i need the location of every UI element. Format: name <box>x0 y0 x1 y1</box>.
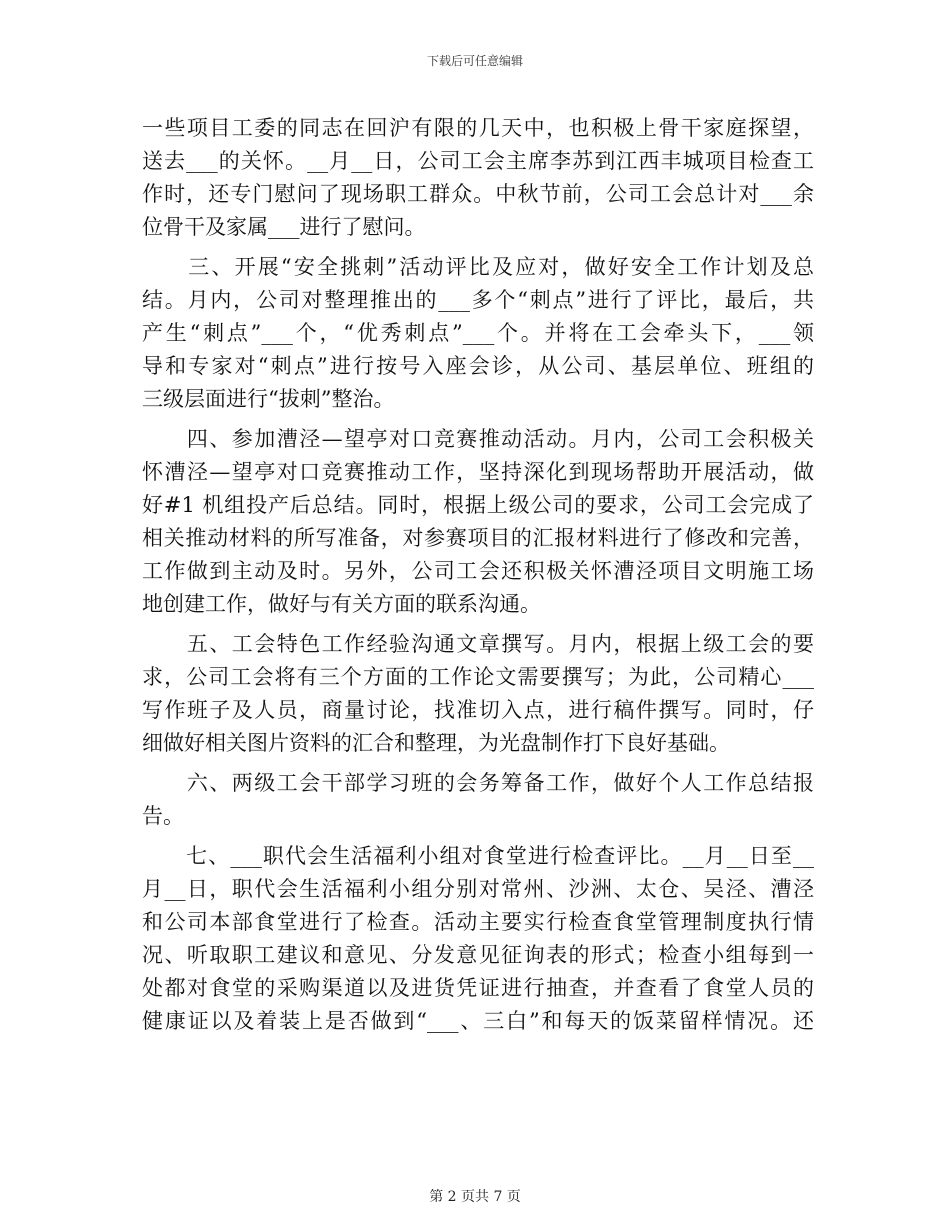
text-line: 导和专家对“刺点”进行按号入座会诊，从公司、基层单位、班组的 <box>142 354 814 378</box>
document-body <box>142 112 814 1038</box>
text-line: 求，公司工会将有三个方面的工作论文需要撰写；为此，公司精心___ <box>142 665 814 689</box>
text-line: 相关推动材料的所写准备，对参赛项目的汇报材料进行了修改和完善， <box>142 526 814 550</box>
page-header: 下载后可任意编辑 <box>426 54 523 68</box>
text-line: 月__日，职代会生活福利小组分别对常州、沙洲、太仓、吴泾、漕泾 <box>142 877 814 901</box>
text-line: 处都对食堂的采购渠道以及进货凭证进行抽查，并查看了食堂人员的 <box>142 976 814 1000</box>
paragraph <box>142 423 814 621</box>
text-line: 和公司本部食堂进行了检查。活动主要实行检查食堂管理制度执行情 <box>142 910 814 934</box>
text-line: 三、开展“安全挑刺”活动评比及应对，做好安全工作计划及总 <box>142 255 814 279</box>
text-line: 地创建工作，做好与有关方面的联系沟通。 <box>142 592 541 616</box>
paragraph <box>142 251 814 416</box>
text-line: 作时，还专门慰问了现场职工群众。中秋节前，公司工会总计对___余 <box>142 182 814 206</box>
text-line: 况、听取职工建议和意见、分发意见征询表的形式；检查小组每到一 <box>142 943 814 967</box>
page-footer: 第 2 页共 7 页 <box>429 1189 521 1205</box>
text-line: 七、___职代会生活福利小组对食堂进行检查评比。__月__日至__ <box>142 844 814 868</box>
text-line: 送去___的关怀。__月__日，公司工会主席李苏到江西丰城项目检查工 <box>142 149 814 173</box>
text-line: 结。月内，公司对整理推出的___多个“刺点”进行了评比，最后，共 <box>142 288 814 312</box>
text-line: 工作做到主动及时。另外，公司工会还积极关怀漕泾项目文明施工场 <box>142 559 814 583</box>
text-line: 五、工会特色工作经验沟通文章撰写。月内，根据上级工会的要 <box>142 632 814 656</box>
paragraph <box>142 767 814 833</box>
text-line: 四、参加漕泾—望亭对口竞赛推动活动。月内，公司工会积极关 <box>142 427 814 451</box>
text-line: 细做好相关图片资料的汇合和整理，为光盘制作打下良好基础。 <box>142 731 730 755</box>
text-line: 告。 <box>142 804 184 828</box>
text-line: 好#1 机组投产后总结。同时，根据上级公司的要求，公司工会完成了 <box>142 493 814 517</box>
paragraph <box>142 628 814 760</box>
text-line: 位骨干及家属___进行了慰问。 <box>142 215 426 239</box>
text-line: 健康证以及着装上是否做到“___、三白”和每天的饭菜留样情况。还 <box>142 1009 814 1033</box>
text-line: 六、两级工会干部学习班的会务筹备工作，做好个人工作总结报 <box>142 771 814 795</box>
paragraph <box>142 112 814 244</box>
text-line: 写作班子及人员，商量讨论，找准切入点，进行稿件撰写。同时，仔 <box>142 698 814 722</box>
paragraph <box>142 840 814 1038</box>
text-line: 怀漕泾—望亭对口竞赛推动工作，坚持深化到现场帮助开展活动，做 <box>142 460 814 484</box>
text-line: 三级层面进行“拔刺”整治。 <box>142 387 395 411</box>
text-line: 产生“刺点”___个，“优秀刺点”___个。并将在工会牵头下，___领 <box>142 321 814 345</box>
text-line: 一些项目工委的同志在回沪有限的几天中，也积极上骨干家庭探望， <box>142 116 814 140</box>
